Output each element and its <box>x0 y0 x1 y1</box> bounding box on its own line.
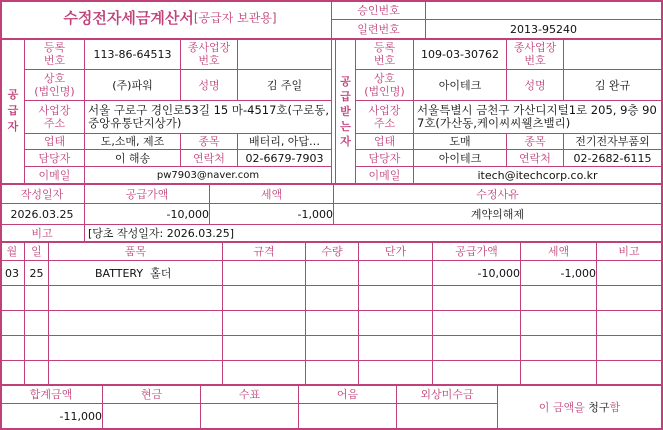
buyer-rep-value: 김 완규 <box>594 78 631 92</box>
total-value: -11,000 <box>59 409 102 423</box>
tax-value: -1,000 <box>297 207 333 221</box>
col-name: 품목 <box>124 245 147 258</box>
supplier-biz-value: 도,소매, 제조 <box>100 135 165 148</box>
buyer-item-label: 종목 <box>524 135 546 148</box>
buyer-reg-label: 등록 번호 <box>373 41 396 67</box>
remark-value: [당초 작성일자: 2026.03.25] <box>88 226 235 240</box>
total-label: 합계금액 <box>29 388 73 401</box>
buyer-biz-label: 업태 <box>373 135 396 148</box>
serial-value: 2013-95240 <box>510 22 577 36</box>
serial-label: 일련번호 <box>357 22 400 36</box>
buyer-name-value: 아이테크 <box>438 78 482 92</box>
supplier-branch-label: 종사업장 번호 <box>187 41 231 67</box>
cash-value <box>103 404 200 428</box>
supplier-reg-label: 등록 번호 <box>43 41 66 67</box>
buyer-branch-label: 종사업장 번호 <box>513 41 557 67</box>
supplier-email-value: pw7903@naver.com <box>156 169 260 181</box>
approval-label: 승인번호 <box>357 3 400 17</box>
buyer-contact-label: 연락처 <box>519 151 551 165</box>
reason-value: 계약의해제 <box>470 207 525 221</box>
credit-value <box>397 404 497 428</box>
supplier-side-label: 공급자 <box>7 88 19 133</box>
credit-label: 외상미수금 <box>420 388 474 401</box>
invoice-title: 수정전자세금계산서 [공급자 보관용] <box>63 8 277 27</box>
item-spec <box>223 261 305 285</box>
item-tax: -1,000 <box>560 266 596 280</box>
claim-statement: 이 금액을 청구 함 <box>538 400 621 414</box>
supplier-item-label: 종목 <box>198 135 220 148</box>
date-value: 2026.03.25 <box>10 207 74 221</box>
col-price: 단가 <box>384 245 407 258</box>
supplier-manager-value: 이 해송 <box>114 151 151 165</box>
supply-label: 공급가액 <box>125 187 169 201</box>
col-remark: 비고 <box>618 245 640 258</box>
buyer-addr-value: 서울특별시 금천구 가산디지털1로 205, 9층 907호(가산동,케이씨씨웰츠밸리) <box>417 103 657 130</box>
note-label: 어음 <box>336 388 359 401</box>
check-value <box>201 404 298 428</box>
buyer-manager-value: 아이테크 <box>438 151 482 165</box>
supplier-reg-value: 113-86-64513 <box>93 47 172 61</box>
col-day: 일 <box>31 245 42 258</box>
buyer-manager-label: 담당자 <box>368 151 401 165</box>
col-spec: 규격 <box>253 245 275 258</box>
supplier-rep-label: 성명 <box>198 78 220 92</box>
check-label: 수표 <box>238 388 261 401</box>
item-day: 25 <box>29 266 44 280</box>
supply-value: -10,000 <box>166 207 209 221</box>
buyer-name-label: 상호 (법인명) <box>364 72 405 98</box>
item-supply: -10,000 <box>477 266 520 280</box>
col-tax: 세액 <box>547 245 570 258</box>
buyer-email-label: 이메일 <box>368 168 401 182</box>
reason-label: 수정사유 <box>476 187 519 201</box>
supplier-manager-label: 담당자 <box>38 151 71 165</box>
supplier-name-label: 상호 (법인명) <box>34 72 75 98</box>
item-remark <box>597 261 661 285</box>
buyer-rep-label: 성명 <box>524 78 546 92</box>
buyer-biz-value: 도매 <box>449 135 471 148</box>
col-qty: 수량 <box>321 245 343 258</box>
supplier-addr-label: 사업장 주소 <box>38 104 71 130</box>
note-value <box>299 404 396 428</box>
approval-value <box>426 1 661 19</box>
supplier-item-value: 배터리, 아답… <box>248 135 321 148</box>
supplier-email-label: 이메일 <box>38 168 71 182</box>
buyer-side-label: 공급받는자 <box>340 74 351 148</box>
supplier-contact-label: 연락처 <box>193 151 225 165</box>
supplier-addr-value: 서울 구로구 경인로53길 15 마-4517호(구로동,중앙유통단지상가) <box>88 103 329 130</box>
item-name: BATTERY 홀더 <box>95 266 172 280</box>
remark-label: 비고 <box>31 226 53 240</box>
buyer-branch-value <box>564 39 661 69</box>
cash-label: 현금 <box>140 388 163 401</box>
supplier-contact-value: 02-6679-7903 <box>245 151 324 165</box>
supplier-name-value: (주)파워 <box>112 78 153 92</box>
col-supply: 공급가액 <box>455 245 498 258</box>
date-label: 작성일자 <box>20 187 64 201</box>
buyer-item-value: 전기전자부품외 <box>575 135 650 148</box>
item-price <box>359 261 432 285</box>
item-month: 03 <box>5 266 19 280</box>
supplier-rep-value: 김 주일 <box>266 78 303 92</box>
item-qty <box>306 261 358 285</box>
buyer-addr-label: 사업장 주소 <box>368 104 401 130</box>
col-month: 월 <box>6 245 18 258</box>
tax-label: 세액 <box>260 187 283 201</box>
buyer-email-value: itech@itechcorp.co.kr <box>477 168 598 182</box>
buyer-contact-value: 02-2682-6115 <box>573 151 652 165</box>
supplier-branch-value <box>238 39 331 69</box>
buyer-reg-value: 109-03-30762 <box>421 47 499 61</box>
supplier-biz-label: 업태 <box>43 135 66 148</box>
